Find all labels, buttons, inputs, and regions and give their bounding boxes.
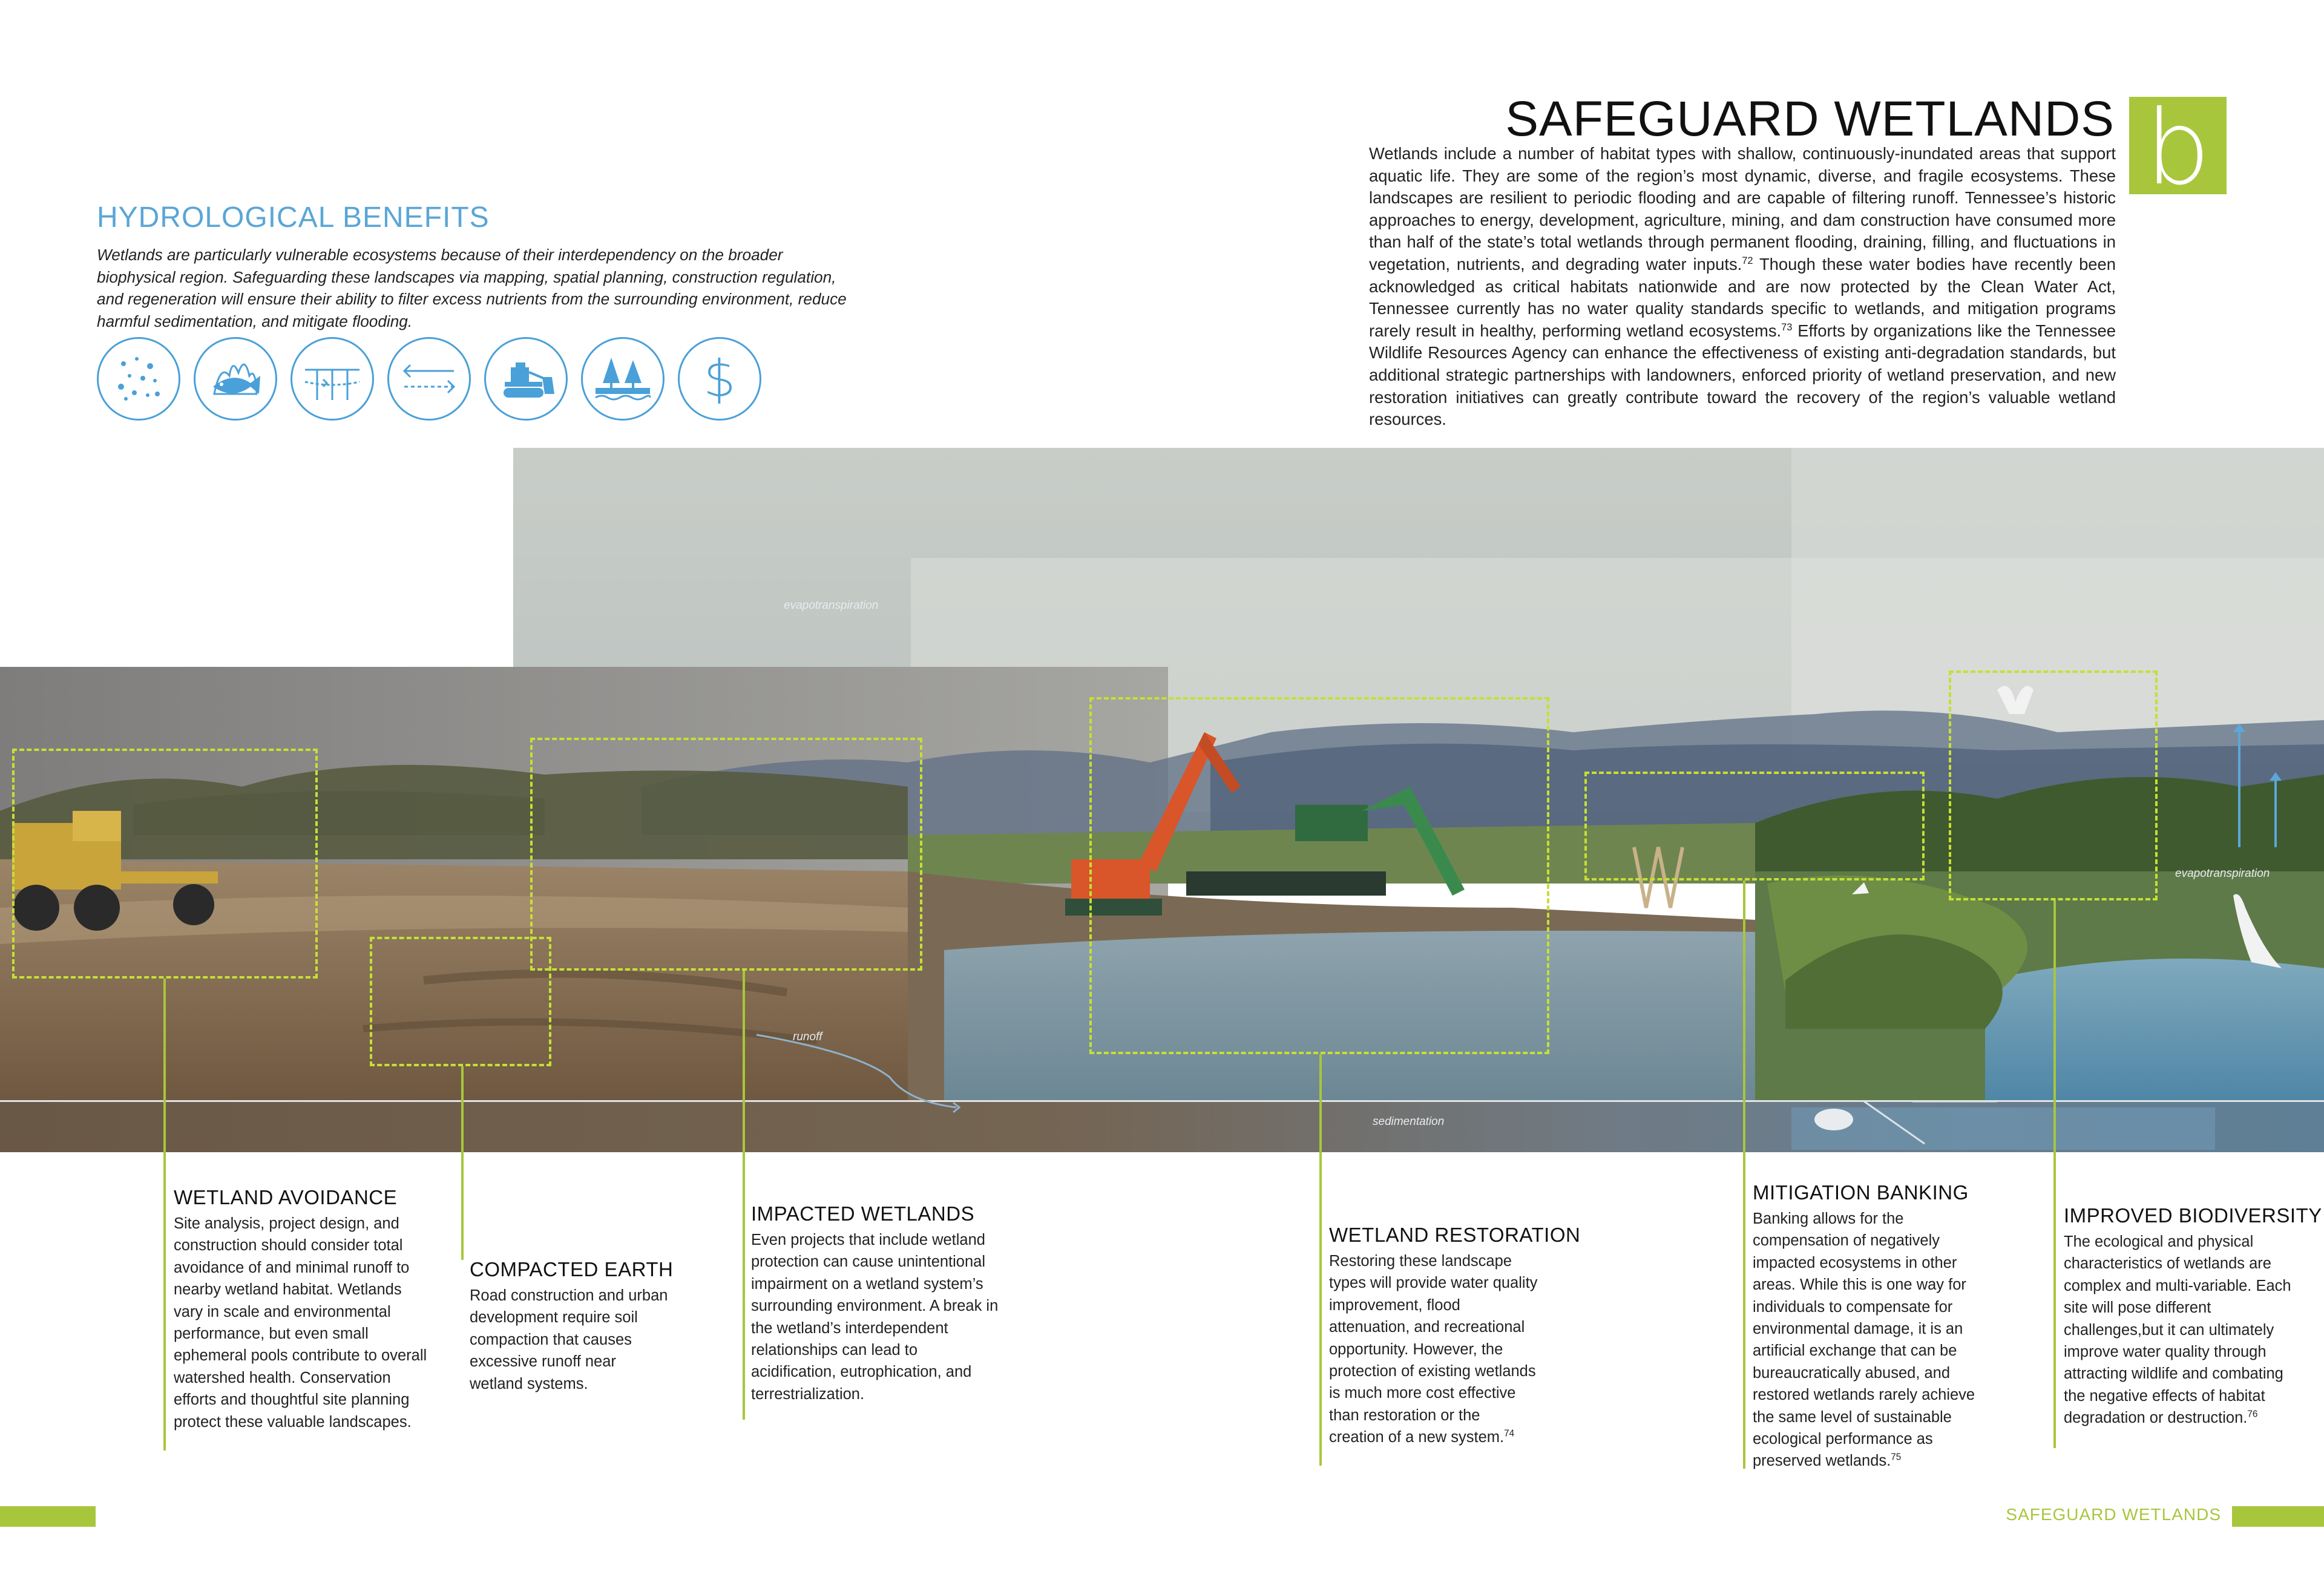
caption-title: WETLAND AVOIDANCE (174, 1186, 398, 1208)
section-description: Wetlands are particularly vulnerable ecosystems because of their interdependency on the broader biophysical region. Safeguarding these landscapes via mapping, spatial planning, construction regulation, and regeneration will ensure their ability to filter excess nutrients from the surrounding environment, reduce harmful sedimentation, and mitigate flooding. (97, 246, 847, 330)
leader-mitigation-banking (1743, 880, 1745, 1469)
intro-text-2: Though these water bodies have recently been acknowledged as critical habitats nationwide and are now protected by the Clean Water Act, Tennessee currently has no water quality standards specific to wetlands, and mitigation programs rarely result in healthy, performing wetland ecosystems. (1369, 254, 2116, 340)
caption-wetland-restoration (1329, 1224, 1581, 1449)
dollar-glyph: $ (703, 349, 736, 408)
caption-wetland-avoidance (174, 1186, 428, 1433)
caption-compacted-earth (470, 1258, 674, 1395)
caption-body (1753, 1208, 1995, 1472)
footnote-ref-74: 74 (1504, 1428, 1515, 1439)
footer-running-title: SAFEGUARD WETLANDS (2006, 1505, 2221, 1524)
section-heading: HYDROLOGICAL BENEFITS (97, 202, 490, 234)
water-infiltration-icon (290, 337, 374, 421)
frame-compacted-earth (370, 937, 551, 1066)
fish-fire-icon (194, 337, 277, 421)
label-runoff: runoff (793, 1031, 822, 1043)
frame-wetland-restoration (1089, 697, 1549, 1054)
footer-accent-left (0, 1506, 96, 1527)
caption-body-text: Restoring these landscape types will provide water quality improvement, flood attenuation, and recreational opportunity. However, the protection of existing wetlands is much more cost effective than restoration or the creation of a new system. (1329, 1253, 1538, 1446)
bulldozer-icon (484, 337, 568, 421)
caption-body-text: Banking allows for the compensation of negatively impacted ecosystems in other areas. While this is one way for individuals to compensate for environmental damage, it is an artificial exchange that can be bureaucratically abused, and restored wetlands rarely achieve the same level of sustainable ecological performance as preserved wetlands. (1753, 1210, 1975, 1470)
caption-body: Road construction and urban development require soil compaction that causes excessive runoff near wetland systems. (470, 1287, 668, 1392)
frame-improved-biodiversity (1949, 670, 2158, 900)
chapter-letter: b (2145, 88, 2211, 208)
footnote-ref-72: 72 (1742, 255, 1753, 266)
leader-impacted-wetlands (743, 971, 745, 1420)
leader-wetland-restoration (1319, 1054, 1322, 1466)
label-sedimentation: sedimentation (1373, 1115, 1445, 1128)
frame-impacted-wetlands (530, 738, 922, 971)
leader-wetland-avoidance (163, 979, 166, 1451)
caption-body: Site analysis, project design, and construction should consider total avoidance of and minimal runoff to nearby wetland habitat. Wetlands vary in scale and environmental performance, but even small ephemeral pools contribute to overall watershed health. Conservation efforts and thoughtful site planning protect these valuable landscapes. (174, 1215, 427, 1431)
caption-title: IMPACTED WETLANDS (751, 1202, 975, 1225)
caption-mitigation-banking (1753, 1181, 1995, 1472)
page-title: SAFEGUARD WETLANDS (1505, 91, 2115, 146)
intro-paragraph (1369, 143, 2116, 431)
caption-title: COMPACTED EARTH (470, 1258, 674, 1280)
footnote-ref-75: 75 (1891, 1452, 1902, 1463)
leader-improved-biodiversity (2053, 900, 2056, 1448)
caption-title: IMPROVED BIODIVERSITY (2064, 1204, 2322, 1227)
caption-improved-biodiversity (2064, 1204, 2322, 1429)
trees-water-icon (581, 337, 665, 421)
intro-text-1: Wetlands include a number of habitat types with shallow, continuously-inundated areas that support aquatic life. They are some of the region’s most dynamic, diverse, and fragile ecosystems. These landscapes are resilient to periodic flooding and are capable of filtering runoff. Tennessee’s historic approaches to energy, development, agriculture, mining, and dam construction have consumed more than half of the state’s total wetlands through permanent flooding, draining, filling, and fluctuations in vegetation, nutrients, and degrading water inputs. (1369, 144, 2116, 274)
flow-arrows-icon (387, 337, 471, 421)
caption-title: MITIGATION BANKING (1753, 1181, 1969, 1204)
leader-compacted-earth (461, 1066, 464, 1260)
caption-impacted-wetlands (751, 1202, 999, 1405)
caption-body (2064, 1231, 2300, 1429)
frame-mitigation-banking (1584, 772, 1925, 880)
caption-body (1329, 1250, 1538, 1449)
benefit-icon-row (97, 337, 781, 425)
footnote-ref-73: 73 (1781, 321, 1793, 333)
label-evapotranspiration-right: evapotranspiration (2175, 867, 2270, 880)
wetland-panorama (0, 448, 2324, 1152)
frame-wetland-avoidance (12, 749, 318, 979)
label-evapotranspiration-left: evapotranspiration (784, 599, 879, 612)
caption-body: Even projects that include wetland protection can cause unintentional impairment on a wetland system’s surrounding environment. A break in the wetland’s interdependent relationships can lead to acidification, eutrophication, and terrestrialization. (751, 1231, 999, 1403)
chapter-badge (2129, 88, 2227, 208)
dollar-icon (678, 337, 761, 421)
turtle-silhouette (1814, 1109, 1853, 1130)
caption-body-text: The ecological and physical characteristics of wetlands are complex and multi-variable. Each site will pose different challenges,but it can ultimately improve water quality through attracting wildlife and combating the negative effects of habitat degradation or destruction. (2064, 1233, 2291, 1427)
footnote-ref-76: 76 (2247, 1409, 2258, 1420)
footer-accent-right (2232, 1506, 2324, 1527)
intro-text-3: Efforts by organizations like the Tennessee Wildlife Resources Agency can enhance the effectiveness of existing anti-degradation standards, but additional strategic partnerships with landowners, enforced priority of wetland preservation, and new restoration initiatives can greatly contribute toward the recovery of the region’s valuable wetland resources. (1369, 321, 2116, 429)
particles-icon (97, 337, 180, 421)
caption-title: WETLAND RESTORATION (1329, 1224, 1581, 1246)
